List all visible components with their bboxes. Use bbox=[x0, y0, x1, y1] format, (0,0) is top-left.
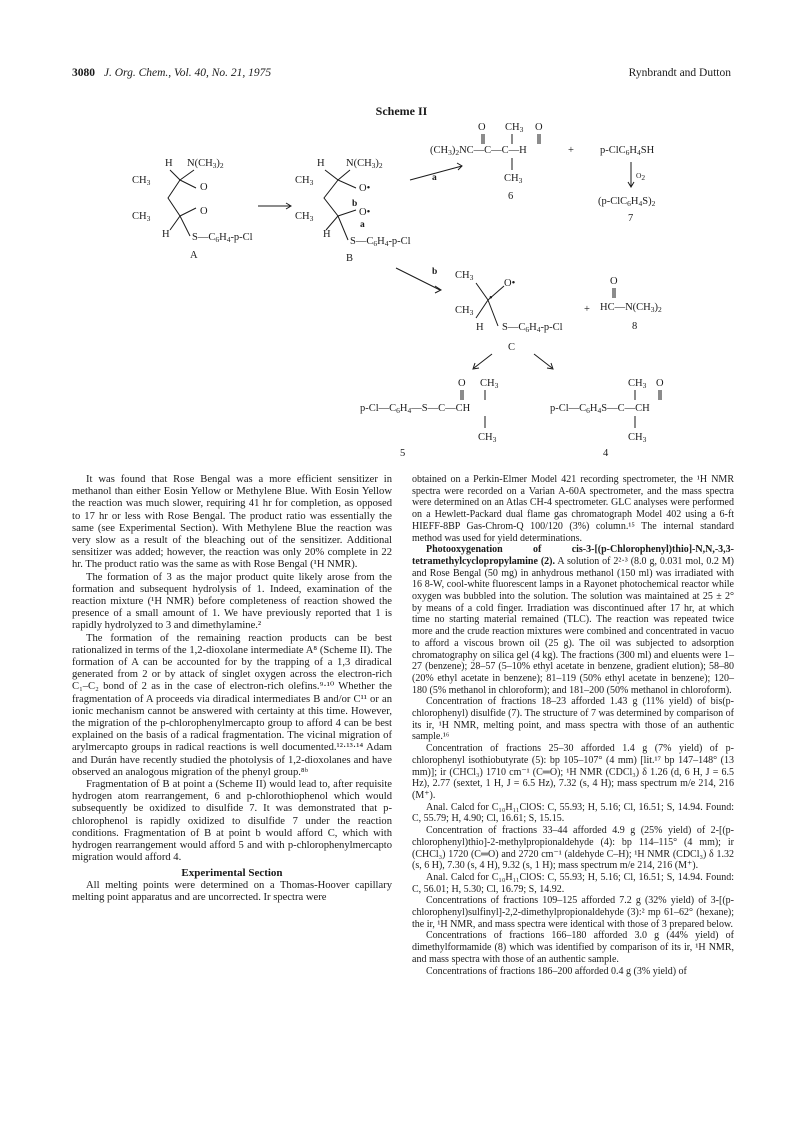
svg-text:N(CH3)2: N(CH3)2 bbox=[346, 158, 383, 170]
svg-text:H: H bbox=[476, 322, 484, 333]
compound-b bbox=[295, 158, 411, 264]
svg-text:O: O bbox=[610, 276, 618, 287]
svg-text:CH3: CH3 bbox=[628, 378, 647, 390]
paragraph: The formation of the remaining reaction products can be best rationalized in terms of the 1,2-dioxolane intermediate A⁸ (Scheme II). The formation of A can be accounted for by the trapping of a 1,3 diradical generated from 2 or by attack of singlet oxygen across the electron-rich C₁–C₂ bond of 2 as in the case of electron-rich olefins.⁹·¹⁰ Whether the fragmentation of A proceeds via diradical intermediates B and/or C¹¹ or an ionic mechanism cannot be answered with certainty at this time. However, the migration of the p-chlorophenylmercapto group to afford 4 can be best explained on the basis of a radical fragmentation. The vicinal migration of arylmercapto groups in radical reactions is well documented.¹²·¹³·¹⁴ Adam and Durán have recently studied the photolysis of 1,2-dioxolanes and have observed an analogous migration of the phenyl group.⁸ᵇ bbox=[72, 632, 392, 778]
svg-text:O: O bbox=[458, 378, 466, 389]
svg-text:CH3: CH3 bbox=[455, 270, 474, 282]
label-a: A bbox=[190, 250, 198, 261]
arrow-c-to-4 bbox=[534, 354, 552, 368]
compound-c bbox=[455, 270, 563, 353]
scheme-title: Scheme II bbox=[375, 104, 428, 118]
svg-text:O: O bbox=[656, 378, 664, 389]
svg-text:H: H bbox=[162, 229, 170, 240]
svg-text:CH3: CH3 bbox=[132, 175, 151, 187]
label-4: 4 bbox=[603, 448, 609, 459]
compound-a bbox=[132, 158, 253, 261]
svg-text:S—C6H4-p-Cl: S—C6H4-p-Cl bbox=[350, 236, 411, 248]
bond-label-a: a bbox=[360, 220, 365, 230]
svg-text:O: O bbox=[200, 206, 208, 217]
svg-text:H: H bbox=[317, 158, 325, 169]
svg-text:p-Cl—C6H4—S—C—CH: p-Cl—C6H4—S—C—CH bbox=[360, 403, 471, 415]
svg-text:O•: O• bbox=[359, 183, 371, 194]
label-5: 5 bbox=[400, 448, 406, 459]
paragraph: It was found that Rose Bengal was a more efficient sensitizer in methanol than either Eosin Yellow or Methylene Blue. With Eosin Yellow the reaction was much slower, requiring 41 hr for completion, as opposed to 17 hr or less with Rose Bengal. The product ratio was essentially the same (see Experimental Section). With Methylene Blue the reaction was very slow as a result of the bleaching out of the sensitizer. Additional sensitizer was added; however, the reaction was only 20% complete in 22 hr. The product ratio was the same as with Rose Bengal (¹H NMR). bbox=[72, 474, 392, 571]
svg-text:CH3: CH3 bbox=[132, 211, 151, 223]
svg-text:O: O bbox=[535, 122, 543, 133]
page-header bbox=[72, 67, 731, 85]
label-b: B bbox=[346, 253, 354, 264]
svg-text:CH3: CH3 bbox=[504, 173, 523, 185]
paragraph: A solution of 2²·³ (8.0 g, 0.031 mol, 0.2 M) and Rose Bengal (50 mg) in anhydrous methanol (150 ml) was irradiated with 16 8-W, cool-white fluorescent lamps in a Rayonet photochemical reactor while oxygen was bubbled into the solution. The solution was maintained at 25 ± 2° by means of a cold finger. Irradiation was discontinued after 17 hr, at which time no starting material remained (TLC). The reaction was repeated twice more and the crude reaction mixtures were combined and concentrated in vacuo to afford a viscous brown oil (25 g). The oil was subjected to adsorption chromatography on silica gel (4 kg). The fractions (300 ml) and eluents were 1–27 (benzene); 28–57 (5–10% ethyl acetate in benzene, gradient elution); 58–80 (20% ethyl acetate in benzene); 81–119 (50% ethyl acetate in benzene); 120–180 (5% methanol in chloroform); and 181–200 (50% methanol in chloroform). bbox=[412, 555, 734, 696]
svg-text:•: • bbox=[489, 293, 493, 304]
svg-text:p-Cl—C6H4S—C—CH: p-Cl—C6H4S—C—CH bbox=[550, 403, 650, 415]
paragraph: Concentrations of fractions 166–180 afforded 3.0 g (44% yield) of dimethylformamide (8) which was identified by comparison of its ir, ¹H NMR, and mass spectra with those of an authentic sample. bbox=[412, 930, 734, 965]
svg-text:S—C6H4-p-Cl: S—C6H4-p-Cl bbox=[502, 322, 563, 334]
paragraph: All melting points were determined on a Thomas-Hoover capillary melting point apparatus and are uncorrected. Ir spectra were bbox=[72, 879, 392, 903]
paragraph: Anal. Calcd for C₁₀H₁₁ClOS: C, 55.93; H, 5.16; Cl, 16.51; S, 14.94. Found: C, 56.01; H, 5.30; Cl, 16.79; S, 14.92. bbox=[412, 871, 734, 895]
right-column bbox=[412, 474, 734, 977]
svg-text:+: + bbox=[584, 304, 590, 315]
svg-text:CH3: CH3 bbox=[480, 378, 499, 390]
product-8 bbox=[600, 276, 662, 332]
paragraph: Concentration of fractions 33–44 afforded 4.9 g (25% yield) of 2-[(p-chlorophenyl)thio]-2-methylpropionaldehyde (4): bp 114–115° (4 mm); ir (CHCl₃) 1720 (C═O) and 2720 cm⁻¹ (aldehyde C–H); ¹H NMR (CDCl₃) δ 1.32 (s, 6 H), 7.30 (s, 4 H), 9.32 (s, 1 H); mass spectrum m/e 214, 216 (M⁺). bbox=[412, 825, 734, 872]
paragraph: Concentration of fractions 25–30 afforded 1.4 g (7% yield) of p-chlorophenyl isothiobutyrate (5): bp 105–107° (4 mm) [lit.¹⁷ bp 147–148° (13 mm)]; ir (CHCl₃) 1710 cm⁻¹ (C═O); ¹H NMR (CDCl₃) δ 1.26 (d, 6 H, J = 6.5 Hz), 2.77 (sextet, 1 H, J = 6.5 Hz), 7.32 (s, 4 H); mass spectrum m/e 214, 216 (M⁺). bbox=[412, 743, 734, 801]
svg-text:a: a bbox=[432, 173, 437, 183]
svg-text:p-ClC6H4SH: p-ClC6H4SH bbox=[600, 145, 655, 157]
svg-text:CH3: CH3 bbox=[295, 175, 314, 187]
svg-text:O: O bbox=[478, 122, 486, 133]
paragraph: The formation of 3 as the major product quite likely arose from the formation and subsequent hydrolysis of 1. Indeed, examination of the reaction mixture (¹H NMR) before completeness of reaction showed the presence of a small amount of 1. We have previously reported that 1 is rapidly hydrolyzed to 3 and dimethylamine.² bbox=[72, 571, 392, 632]
section-heading: Experimental Section bbox=[181, 866, 283, 879]
svg-text:CH3: CH3 bbox=[478, 432, 497, 444]
svg-text:CH3: CH3 bbox=[295, 211, 314, 223]
svg-text:O•: O• bbox=[504, 278, 516, 289]
label-c: C bbox=[508, 342, 516, 353]
svg-text:CH3: CH3 bbox=[455, 305, 474, 317]
svg-text:+: + bbox=[568, 145, 574, 156]
reaction-scheme bbox=[110, 118, 760, 463]
svg-text:b: b bbox=[432, 267, 438, 277]
running-authors: Rynbrandt and Dutton bbox=[628, 67, 731, 79]
svg-text:O•: O• bbox=[359, 207, 371, 218]
label-7: 7 bbox=[628, 213, 634, 224]
svg-text:H: H bbox=[165, 158, 173, 169]
label-8: 8 bbox=[632, 321, 638, 332]
page-number: 3080 bbox=[72, 67, 95, 79]
svg-text:H: H bbox=[323, 229, 331, 240]
label-6: 6 bbox=[508, 191, 514, 202]
bond-label-b: b bbox=[352, 199, 358, 209]
svg-text:O: O bbox=[200, 182, 208, 193]
svg-text:N(CH3)2: N(CH3)2 bbox=[187, 158, 224, 170]
svg-text:(p-ClC6H4S)2: (p-ClC6H4S)2 bbox=[598, 196, 656, 208]
left-column bbox=[72, 474, 392, 904]
product-4 bbox=[550, 378, 664, 459]
svg-text:CH3: CH3 bbox=[505, 122, 524, 134]
paragraph: Fragmentation of B at point a (Scheme II) would lead to, after requisite hydrogen atom rearrangement, 6 and p-chlorothiophenol which would subsequently be oxidized to disulfide 7. It was demonstrated that p-chlorophenol is rapidly oxidized to disulfide 7 under the reaction conditions. Fragmentation of B at point b would afford C, which with hydrogen rearrangement would afford 5 and with p-chlorophenylmercapto migration would afford 4. bbox=[72, 779, 392, 864]
svg-text:HC—N(CH3)2: HC—N(CH3)2 bbox=[600, 302, 662, 314]
paragraph: Anal. Calcd for C₁₀H₁₁ClOS: C, 55.93; H, 5.16; Cl, 16.51; S, 14.94. Found: C, 55.79; H, 4.90; Cl, 16.61; S, 15.15. bbox=[412, 801, 734, 825]
paragraph: Concentrations of fractions 186–200 afforded 0.4 g (3% yield) of bbox=[426, 965, 687, 977]
svg-text:S—C6H4-p-Cl: S—C6H4-p-Cl bbox=[192, 232, 253, 244]
paragraph: obtained on a Perkin-Elmer Model 421 recording spectrometer, the ¹H NMR spectra were recorded on a Varian A-60A spectrometer, and the mass spectra were determined on an Atlas CH-4 spectrometer. GLC analyses were performed on a Hewlett-Packard dual flame gas chromatograph Model 402 using a 6-ft HIEFF-8BP Gas-Chrom-Q 100/120 (3%) column.¹⁵ The internal standard method was used for yield determinations. bbox=[412, 474, 734, 544]
paragraph: Concentration of fractions 18–23 afforded 1.43 g (11% yield) of bis(p-chlorophenyl) disulfide (7). The structure of 7 was determined by comparison of its ir, ¹H NMR, melting point, and mass spectra with those of an authentic sample.¹⁶ bbox=[412, 696, 734, 743]
svg-text:CH3: CH3 bbox=[628, 432, 647, 444]
svg-text:(CH3)2NC—C—C—H: (CH3)2NC—C—C—H bbox=[430, 145, 527, 157]
product-5 bbox=[360, 378, 499, 459]
product-6 bbox=[430, 122, 543, 202]
svg-text:O2: O2 bbox=[636, 171, 646, 182]
subheading: Photooxygenation of cis-3-[(p-Chlorophenyl)thio]-N,N,-3,3-tetramethylcyclopropylamine (2). bbox=[412, 544, 734, 567]
arrow-c-to-5 bbox=[474, 354, 492, 368]
journal-citation: J. Org. Chem., Vol. 40, No. 21, 1975 bbox=[103, 67, 272, 79]
paragraph: Concentrations of fractions 109–125 afforded 7.2 g (32% yield) of 3-[(p-chlorophenyl)sulfinyl]-2,2-dimethylpropionaldehyde (3):² mp 61–62° (hexane); the ir, ¹H NMR, and mass spectra were identical with those of 3 prepared below. bbox=[412, 895, 734, 930]
